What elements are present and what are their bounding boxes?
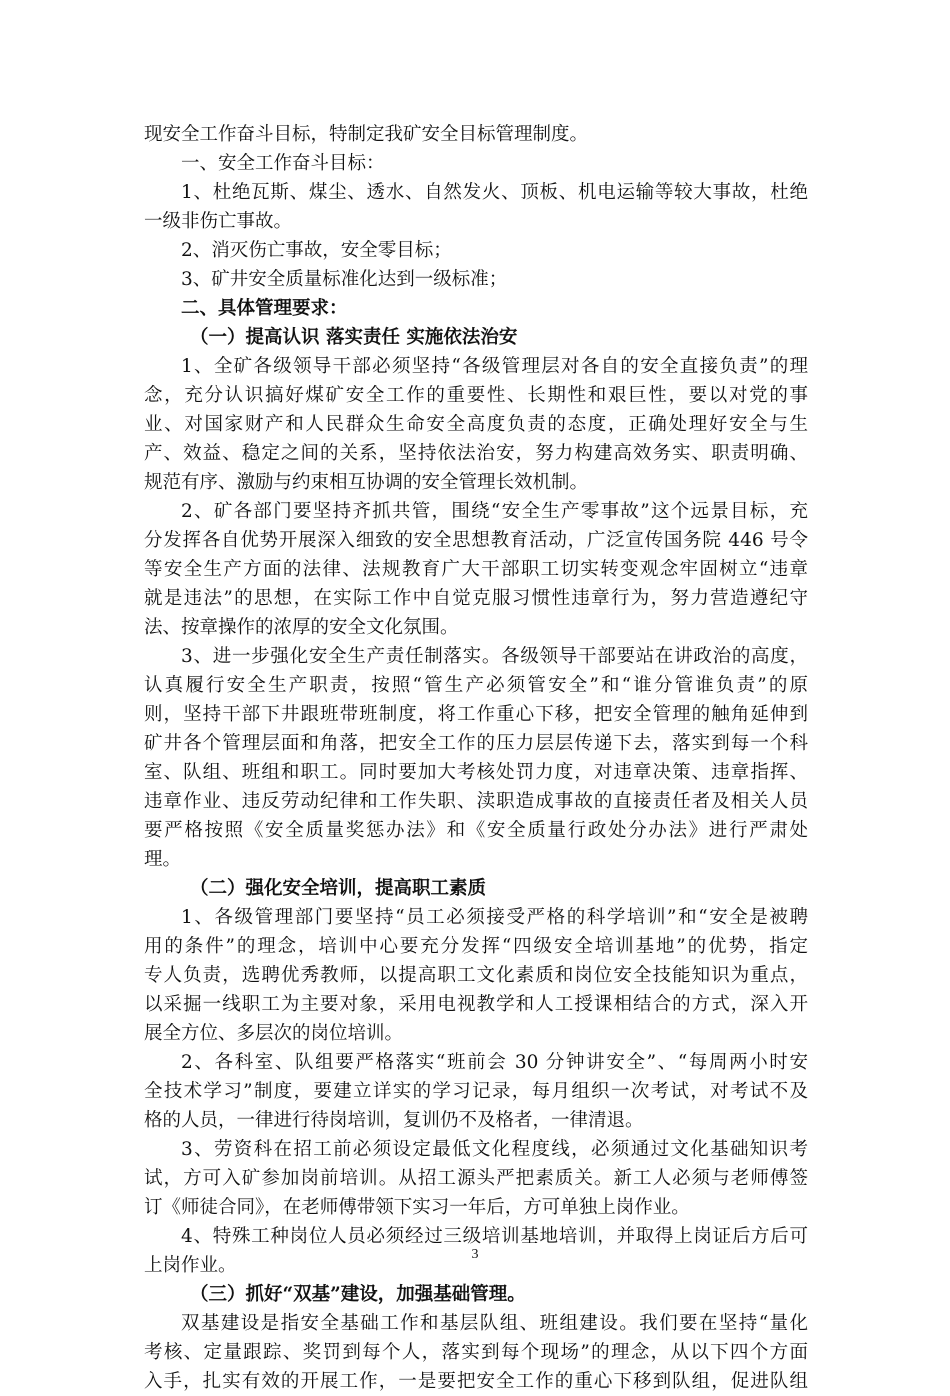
text-line: 3、矿井安全质量标准化达到一级标准； <box>181 269 508 290</box>
text-line: 双基建设是指安全基础工作和基层队组、班组建设。我们要在坚持“量化 <box>181 1313 808 1334</box>
text-line: 入手，扎实有效的开展工作，一是要把安全工作的重心下移到队组，促进队组 <box>144 1371 808 1392</box>
text-line: 2、各科室、队组要严格落实“班前会 30 分钟讲安全”、“每周两小时安 <box>181 1052 808 1073</box>
text-line: 念，充分认识搞好煤矿安全工作的重要性、长期性和艰巨性，要以对党的事 <box>144 385 808 406</box>
text-line: 以采掘一线职工为主要对象，采用电视教学和人工授课相结合的方式，深入开 <box>144 994 808 1015</box>
text-line: 1、全矿各级领导干部必须坚持“各级管理层对各自的安全直接负责”的理 <box>181 356 808 377</box>
text-line: 2、矿各部门要坚持齐抓共管，围绕“安全生产零事故”这个远景目标，充 <box>181 501 808 522</box>
text-line: 产、效益、稳定之间的关系，坚持依法治安，努力构建高效务实、职责明确、 <box>144 443 808 464</box>
text-line: 法、按章操作的浓厚的安全文化氛围。 <box>144 617 459 638</box>
text-line: 则，坚持干部下井跟班带班制度，将工作重心下移，把安全管理的触角延伸到 <box>144 704 808 725</box>
text-line: 理。 <box>144 849 182 870</box>
text-line: 认真履行安全生产职责，按照“管生产必须管安全”和“谁分管谁负责”的原 <box>144 675 808 696</box>
text-line: 订《师徒合同》，在老师傅带领下实习一年后，方可单独上岗作业。 <box>144 1197 690 1218</box>
text-line: 要严格按照《安全质量奖惩办法》和《安全质量行政处分办法》进行严肃处 <box>144 820 808 841</box>
text-line: 专人负责，选聘优秀教师，以提高职工文化素质和岗位安全技能知识为重点， <box>144 965 808 986</box>
text-line: 现安全工作奋斗目标，特制定我矿安全目标管理制度。 <box>144 124 589 145</box>
text-line: 4、特殊工种岗位人员必须经过三级培训基地培训，并取得上岗证后方后可 <box>181 1226 808 1247</box>
subsection-heading: （一）提高认识 落实责任 实施依法治安 <box>190 327 518 348</box>
text-line: 规范有序、激励与约束相互协调的安全管理长效机制。 <box>144 472 589 493</box>
text-line: 分发挥各自优势开展深入细致的安全思想教育活动，广泛宣传国务院 446 号令 <box>144 530 808 551</box>
text-line: 上岗作业。 <box>144 1255 237 1276</box>
subsection-heading: （二）强化安全培训，提高职工素质 <box>190 878 487 899</box>
text-line: 一级非伤亡事故。 <box>144 211 293 232</box>
text-line: 违章作业、违反劳动纪律和工作失职、渎职造成事故的直接责任者及相关人员 <box>144 791 808 812</box>
text-line: 室、队组、班组和职工。同时要加大考核处罚力度，对违章决策、违章指挥、 <box>144 762 808 783</box>
text-line: 考核、定量跟踪、奖罚到每个人，落实到每个现场”的理念，从以下四个方面 <box>144 1342 808 1363</box>
text-line: 1、各级管理部门要坚持“员工必须接受严格的科学培训”和“安全是被聘 <box>181 907 808 928</box>
text-line: 格的人员，一律进行待岗培训，复训仍不及格者，一律清退。 <box>144 1110 644 1131</box>
subsection-heading: （三）抓好“双基”建设，加强基础管理。 <box>190 1284 526 1305</box>
text-line: 业、对国家财产和人民群众生命安全高度负责的态度，正确处理好安全与生 <box>144 414 808 435</box>
section-heading: 二、具体管理要求： <box>181 298 348 319</box>
text-line: 全技术学习”制度，要建立详实的学习记录，每月组织一次考试，对考试不及 <box>144 1081 808 1102</box>
text-line: 1、杜绝瓦斯、煤尘、透水、自然发火、顶板、机电运输等较大事故，杜绝 <box>181 182 808 203</box>
text-line: 用的条件”的理念，培训中心要充分发挥“四级安全培训基地”的优势，指定 <box>144 936 808 957</box>
text-line: 矿井各个管理层面和角落，把安全工作的压力层层传递下去，落实到每一个科 <box>144 733 808 754</box>
page-number: 3 <box>471 1247 479 1262</box>
text-line: 2、消灭伤亡事故，安全零目标； <box>181 240 452 261</box>
section-heading: 一、安全工作奋斗目标： <box>181 153 385 174</box>
text-line: 就是违法”的思想，在实际工作中自觉克服习惯性违章行为，努力营造遵纪守 <box>144 588 808 609</box>
text-line: 3、劳资科在招工前必须设定最低文化程度线，必须通过文化基础知识考 <box>181 1139 808 1160</box>
text-line: 试，方可入矿参加岗前培训。从招工源头严把素质关。新工人必须与老师傅签 <box>144 1168 808 1189</box>
text-line: 等安全生产方面的法律、法规教育广大干部职工切实转变观念牢固树立“违章 <box>144 559 808 580</box>
document-body <box>144 120 808 1396</box>
text-line: 3、进一步强化安全生产责任制落实。各级领导干部要站在讲政治的高度， <box>181 646 808 667</box>
text-line: 展全方位、多层次的岗位培训。 <box>144 1023 404 1044</box>
